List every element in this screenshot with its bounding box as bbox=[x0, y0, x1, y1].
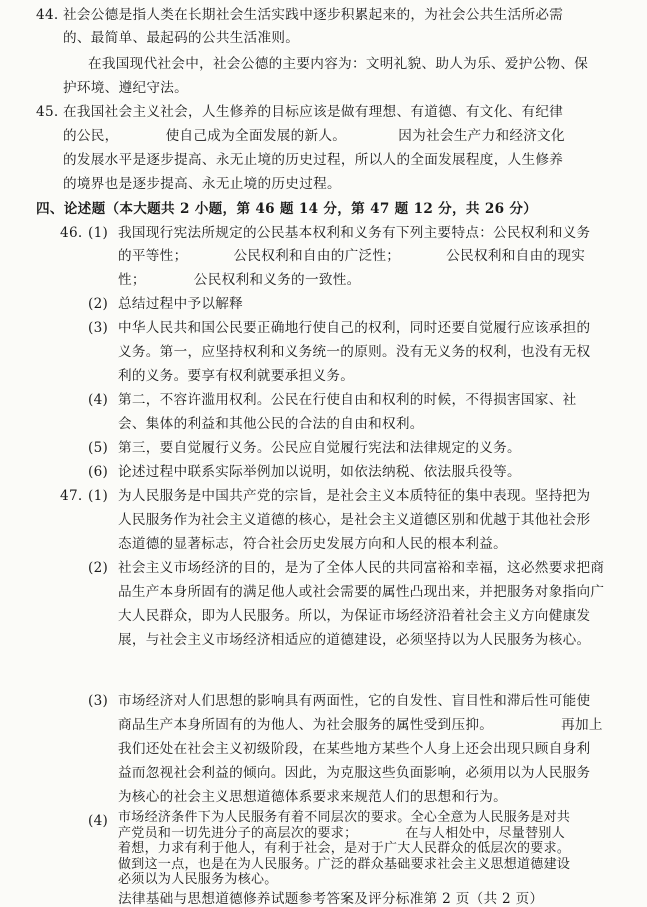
q45-line-3: 的发展水平是逐步提高、永无止境的历史过程，所以人的全面发展程度，人生修养 bbox=[63, 152, 564, 168]
q45-number: 45. bbox=[36, 104, 59, 120]
q46-p2-label: (2) bbox=[88, 296, 109, 312]
q46-p2-line-1: 总结过程中予以解释 bbox=[118, 296, 244, 312]
q46-p4-label: (4) bbox=[88, 392, 109, 408]
q46-p6-line-1: 论述过程中联系实际举例加以说明，如依法纳税、依法服兵役等。 bbox=[118, 464, 521, 480]
q46-p5-line-1: 第三，要自觉履行义务。公民应自觉履行宪法和法律规定的义务。 bbox=[118, 440, 521, 456]
q46-p1-line-3: 性； 公民权利和义务的一致性。 bbox=[118, 272, 361, 288]
q45-line-2 bbox=[63, 125, 565, 148]
q47-p2-line-4: 展，与社会主义市场经济相适应的道德建设，必须坚持以为人民服务为核心。 bbox=[118, 632, 591, 648]
q46-p3-line-1: 中华人民共和国公民要正确地行使自己的权利，同时还要自觉履行应该承担的 bbox=[118, 320, 591, 336]
q47-p2-label: (2) bbox=[88, 560, 109, 576]
q46-p4-line-1: 第二，不容许滥用权利。公民在行使自由和权利的时候，不得损害国家、社 bbox=[118, 392, 577, 408]
section-4-heading: 四、论述题（本大题共 2 小题，第 46 题 14 分，第 47 题 12 分，共 26 分） bbox=[36, 201, 538, 217]
q47-p4-line-1: 市场经济条件下为人民服务有着不同层次的要求。全心全意为人民服务是对共 bbox=[118, 810, 571, 825]
q47-p3-line-3: 我们还处在社会主义初级阶段，在某些地方某些个人身上还会出现只顾自身利 bbox=[118, 741, 591, 757]
q47-p3-line-5: 为核心的社会主义思想道德体系要求来规范人们的思想和行为。 bbox=[118, 789, 508, 805]
q47-p4-label: (4) bbox=[88, 813, 109, 829]
q44-line-3: 在我国现代社会中，社会公德的主要内容为：文明礼貌、助人为乐、爱护公物、保 bbox=[88, 56, 589, 72]
q47-p4-line-2: 产党员和一切先进分子的高层次的要求； 在与人相处中，尽量替别人 bbox=[118, 825, 566, 841]
q46-p5-label: (5) bbox=[88, 440, 109, 456]
q46-p1-label: (1) bbox=[88, 225, 109, 241]
q46-p3-line-3: 利的义务。要享有权利就要承担义务。 bbox=[118, 368, 355, 384]
q47-p2-line-3: 大人民群众，即为人民服务。所以，为保证市场经济沿着社会主义方向健康发 bbox=[118, 608, 591, 624]
q47-p4-line-5: 必须以为人民服务为核心。 bbox=[118, 872, 278, 888]
q46-p1-line-2: 的平等性； 公民权利和自由的广泛性； 公民权利和自由的现实 bbox=[118, 248, 586, 264]
q45-line-4: 的境界也是逐步提高、永无止境的历史过程。 bbox=[63, 176, 341, 192]
q47-p1-line-1: 为人民服务是中国共产党的宗旨，是社会主义本质特征的集中表现。坚持把为 bbox=[118, 488, 591, 504]
q47-p1-line-2: 人民服务作为社会主义道德的核心，是社会主义道德区别和优越于其他社会形 bbox=[118, 512, 591, 528]
q46-p3-label: (3) bbox=[88, 320, 109, 336]
q44-line-1: 社会公德是指人类在长期社会生活实践中逐步积累起来的，为社会公共生活所必需 bbox=[63, 7, 564, 23]
q47-p2-line-2: 品生产本身所固有的满足他人或社会需要的属性凸现出来，并把服务对象指向广 bbox=[118, 584, 605, 600]
q47-p4-line-4: 做到这一点，也是在为人民服务。广泛的群众基础要求社会主义思想道德建设 bbox=[118, 856, 571, 872]
q47-p1-line-3: 态道德的显著标志，符合社会历史发展方向和人民的根本利益。 bbox=[118, 536, 508, 552]
q47-p4-line-3: 着想，力求有利于他人，有利于社会，是对于广大人民群众的低层次的要求。 bbox=[118, 841, 571, 857]
q46-number: 46. bbox=[60, 225, 83, 241]
q47-p3-label: (3) bbox=[88, 693, 109, 709]
q47-p3-line-2: 商品生产本身所固有的为他人、为社会服务的属性受到压抑。 再加上 bbox=[118, 717, 603, 733]
q45-line-1: 在我国社会主义社会，人生修养的目标应该是做有理想、有道德、有文化、有纪律 bbox=[63, 104, 564, 120]
q45-line-2a: 的公民， bbox=[63, 128, 119, 144]
q47-p3-line-4: 益而忽视社会利益的倾向。因此，为克服这些负面影响，必须用以为人民服务 bbox=[118, 765, 591, 781]
q47-p1-label: (1) bbox=[88, 488, 109, 504]
q47-number: 47. bbox=[60, 488, 83, 504]
q47-p2-line-1: 社会主义市场经济的目的，是为了全体人民的共同富裕和幸福，这必然要求把商 bbox=[118, 560, 605, 576]
q44-line-4: 护环境、遵纪守法。 bbox=[63, 80, 189, 96]
q44-number: 44. bbox=[36, 7, 59, 23]
q46-p6-label: (6) bbox=[88, 464, 109, 480]
q46-p3-line-2: 义务。第一，应坚持权利和义务统一的原则。没有无义务的权利，也没有无权 bbox=[118, 344, 591, 360]
page-footer: 法律基础与思想道德修养试题参考答案及评分标准第 2 页（共 2 页） bbox=[118, 891, 544, 907]
q46-p1-line-1: 我国现行宪法所规定的公民基本权利和义务有下列主要特点：公民权利和义务 bbox=[118, 225, 591, 241]
q45-line-2b: 使自己成为全面发展的新人。 bbox=[165, 128, 347, 144]
q47-p3-line-1: 市场经济对人们思想的影响具有两面性，它的自发性、盲目性和滞后性可能使 bbox=[118, 693, 591, 709]
q46-p4-line-2: 会、集体的利益和其他公民的合法的自由和权利。 bbox=[118, 416, 424, 432]
q45-line-2c: 因为社会生产力和经济文化 bbox=[398, 128, 565, 144]
q44-line-2: 的、最简单、最起码的公共生活准则。 bbox=[63, 30, 300, 46]
